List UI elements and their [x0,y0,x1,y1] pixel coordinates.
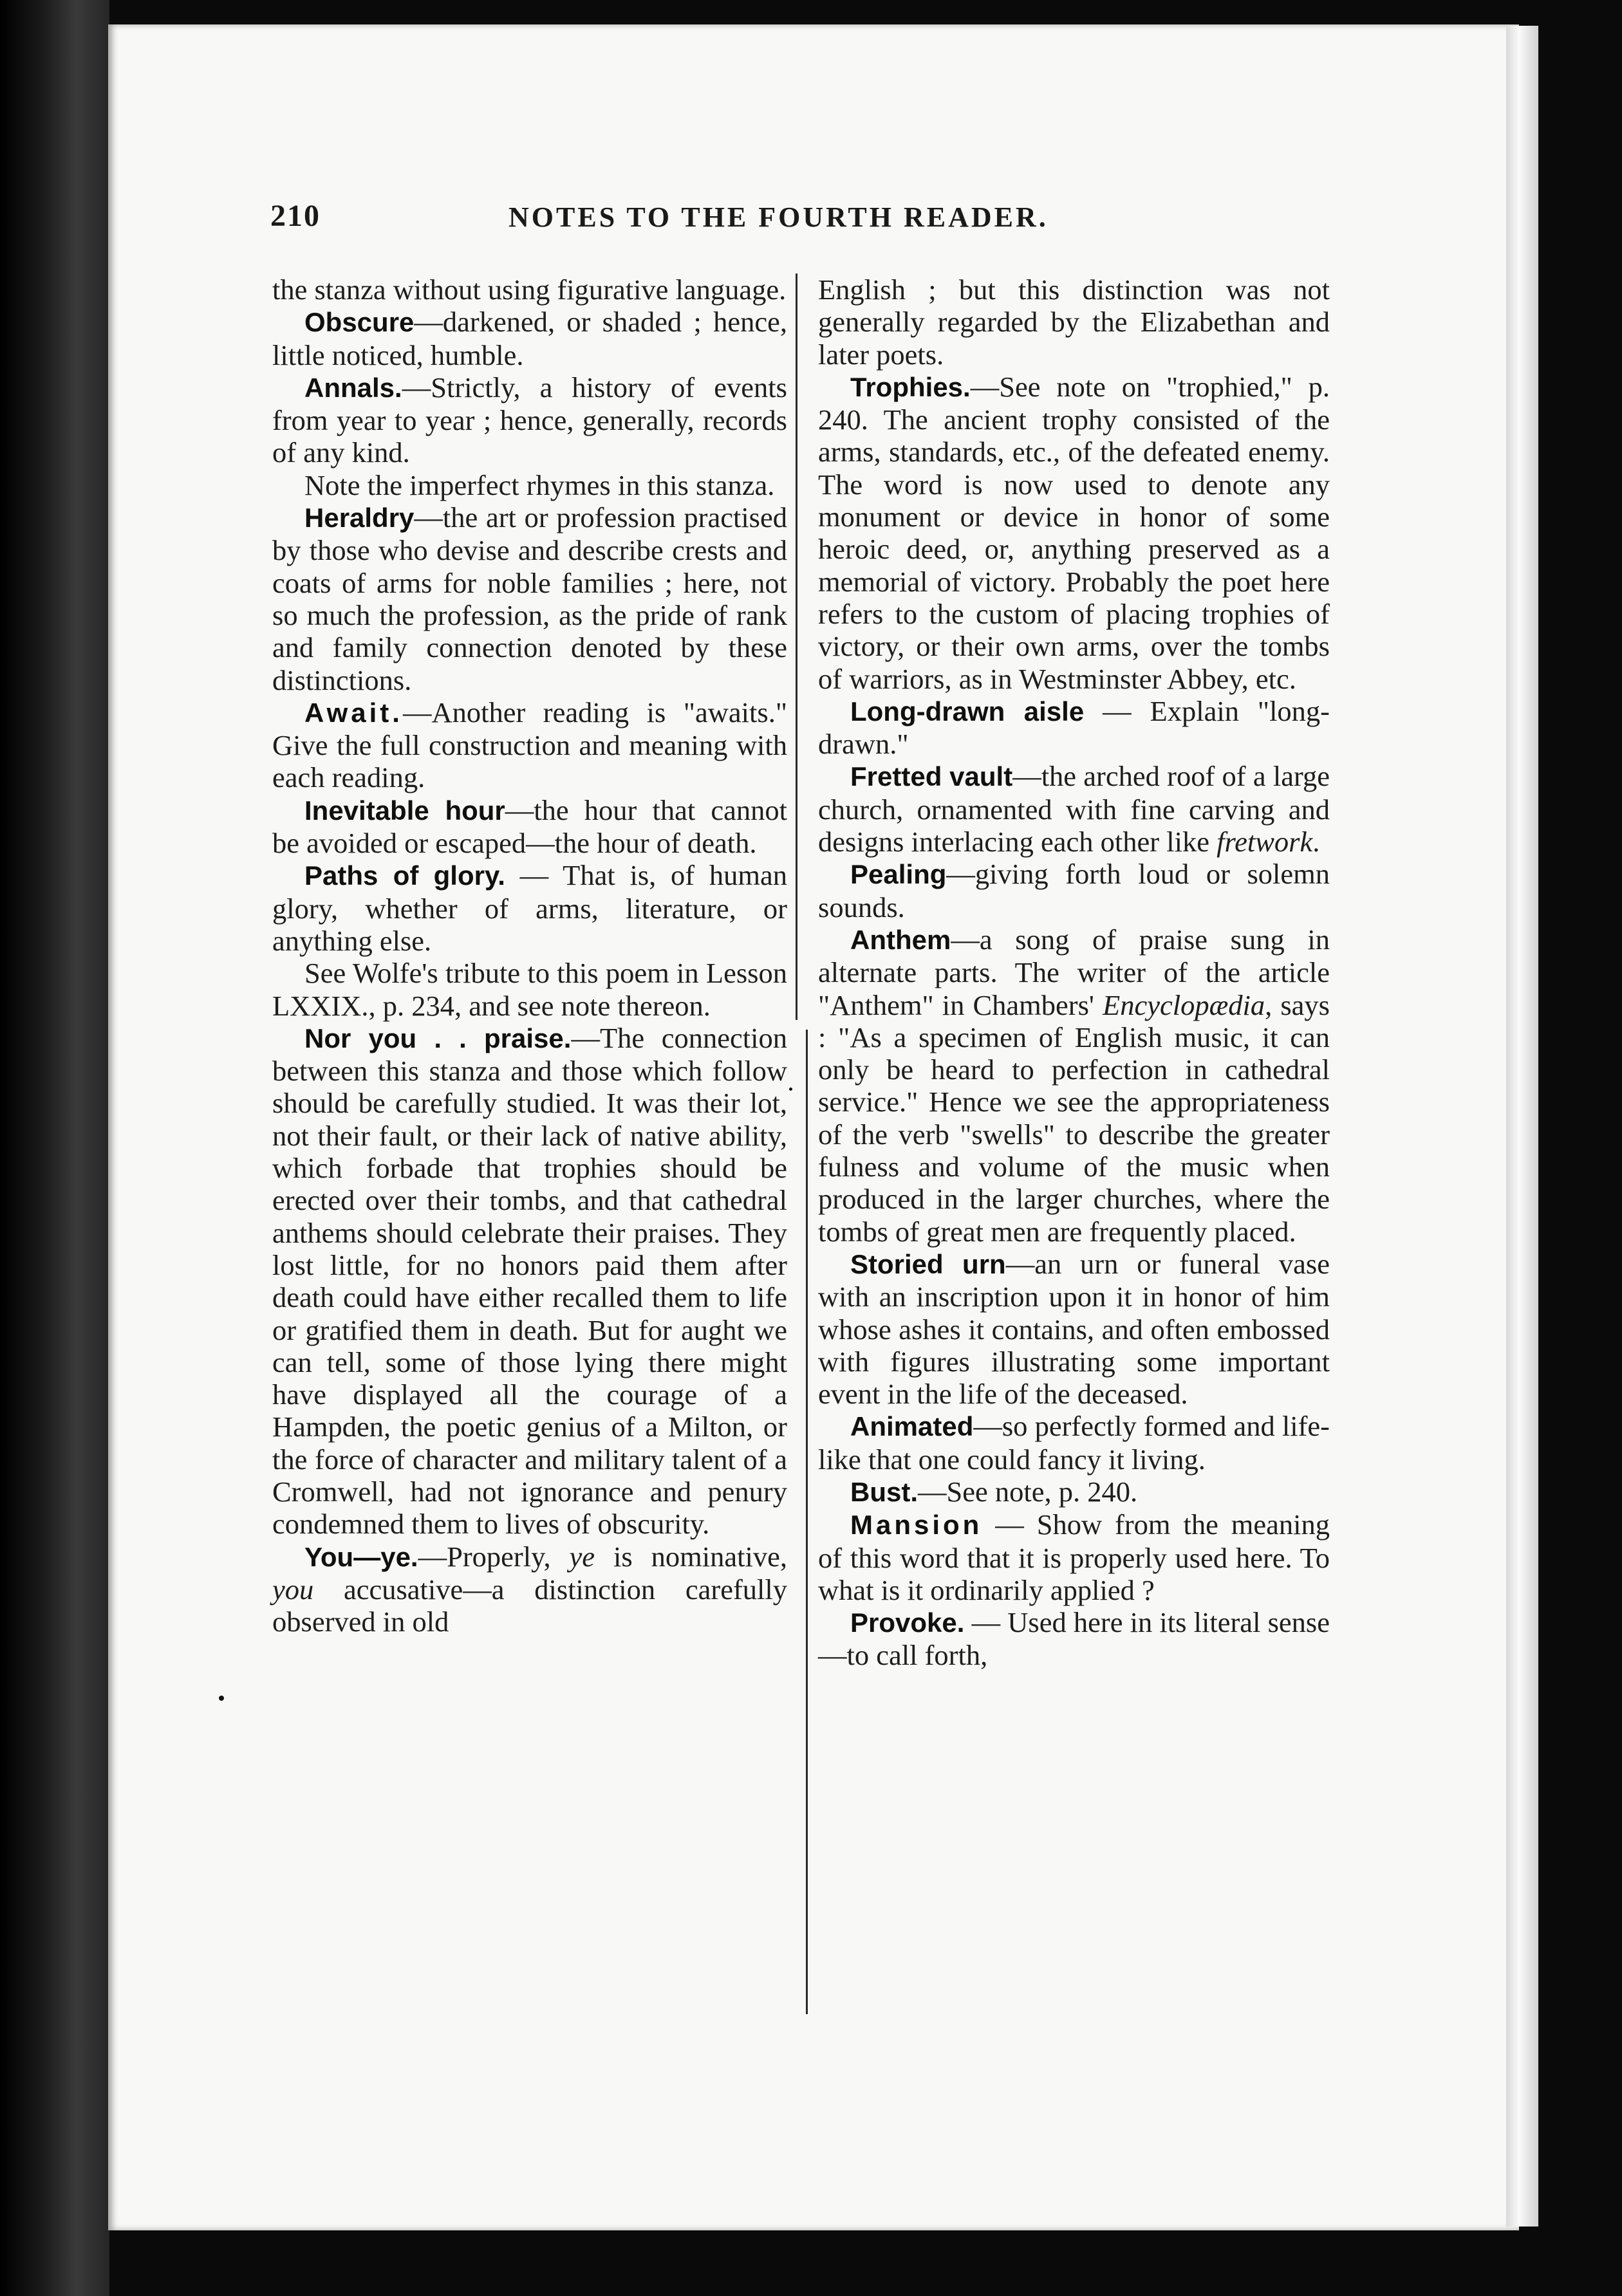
note-you-ye: You—ye.—Properly, ye is nominative, you accusative—a distinction carefully observed in old [272,1540,787,1638]
note-storied-urn: Storied urn—an urn or funeral vase with an inscription upon it in honor of him whose ashes it contains, and often embossed with figures illustrating some important event in the life of the deceased. [818,1247,1330,1411]
note-inevitable-hour: Inevitable hour—the hour that cannot be avoided or escaped—the hour of death. [272,793,787,860]
headword: Long-drawn aisle [850,696,1085,727]
column-rule-lower [806,1030,808,2014]
right-column [818,273,1330,1672]
headword: Trophies. [850,371,971,402]
note-obscure: Obscure—darkened, or shaded ; hence, little noticed, humble. [272,306,787,371]
note-nor-you-praise: Nor you . . praise.—The connection between this stanza and those which follow should be carefully studied. It was their lot, not their fault, or their lack of native ability, which forbade that trophies should be erected over their tombs, and that cathedral anthems should celebrate their praises. They lost little, for no honors paid them after death could have either recalled them to life or gratified them in death. But for aught we can tell, some of those lying there might have displayed all the courage of a Hampden, the poetic genius of a Milton, or the force of character and military talent of a Cromwell, had not ignorance and penury condemned them to lives of obscurity. [272,1021,787,1541]
headword: Paths of glory. [304,860,505,891]
headword: You—ye. [304,1541,418,1572]
note-continuation: English ; but this distinction was not generally regarded by the Elizabethan and later poets. [818,273,1330,371]
note-bust: Bust.—See note, p. 240. [850,1475,1138,1508]
scan-speck [789,1088,792,1091]
headword: Storied urn [850,1248,1006,1279]
note-provoke: Provoke. — Used here in its literal sense—to call forth, [818,1606,1330,1672]
headword: Await. [304,697,403,728]
scan-speck [219,1696,224,1701]
note-rhymes: Note the imperfect rhymes in this stanza. [304,468,775,501]
headword: Inevitable hour [304,795,505,826]
headword: Nor you . . praise. [304,1023,572,1053]
column-rule [796,273,797,1020]
note-animated: Animated—so perfectly formed and life-like that one could fancy it living. [818,1410,1330,1476]
note-annals: Annals.—Strictly, a history of events from year to year ; hence, generally, records of any kind. [272,371,787,469]
note-fretted-vault: Fretted vault—the arched roof of a large church, ornamented with fine carving and designs interlacing each other like fretwork. [818,760,1330,858]
note-pealing: Pealing—giving forth loud or solemn sounds. [818,858,1330,923]
page-fore-edge [1506,26,1538,2227]
headword: Pealing [850,859,947,890]
note-heraldry: Heraldry—the art or profession practised by those who devise and describe crests and coats of arms for noble families ; here, not so much the profession, as the pride of rank and family connection denoted by these distinctions. [272,501,787,696]
running-title: NOTES TO THE FOURTH READER. [508,201,1049,233]
note-mansion: Mansion — Show from the meaning of this word that it is properly used here. To what is it ordinarily applied ? [818,1508,1330,1606]
note-trophies: Trophies.—See note on "trophied," p. 240. The ancient trophy consisted of the arms, standards, etc., of the defeated enemy. The word is now used to denote any monument or device in honor of some heroic deed, or, anything preserved as a memorial of victory. Probably the poet here refers to the custom of placing trophies of victory, or their own arms, over the tombs of warriors, as in Westminster Abbey, etc. [818,370,1330,695]
note-anthem: Anthem—a song of praise sung in alternate parts. The writer of the article "Anthem" in Chambers' Encyclopædia, says : "As a specimen of English music, it can only be heard to perfection in cathedral service." Hence we see the appropriateness of the verb "swells" to describe the greater fulness and volume of the music when produced in the larger churches, where the tombs of great men are frequently placed. [818,923,1330,1248]
left-column [272,273,787,1638]
headword: Heraldry [304,503,415,533]
headword: Animated [850,1411,974,1442]
headword: Fretted vault [850,761,1013,792]
note-paths-of-glory: Paths of glory. — That is, of human glory, whether of arms, literature, or anything else. [272,859,787,957]
headword: Bust. [850,1476,918,1507]
headword: Annals. [304,372,402,403]
headword: Obscure [304,307,415,338]
note-long-drawn-aisle: Long-drawn aisle — Explain "long-drawn." [818,694,1330,761]
running-head [270,198,1088,237]
note-wolfe: See Wolfe's tribute to this poem in Lesson LXXIX., p. 234, and see note thereon. [272,957,787,1022]
page-number: 210 [270,199,321,233]
headword: Provoke. [850,1607,965,1638]
note-await: Await.—Another reading is "awaits." Give the full construction and meaning with each reading. [272,696,787,794]
headword: Mansion [850,1510,983,1541]
book-binding-edge [0,0,109,2296]
note-continuation: the stanza without using figurative language. [272,273,787,306]
headword: Anthem [850,924,951,955]
